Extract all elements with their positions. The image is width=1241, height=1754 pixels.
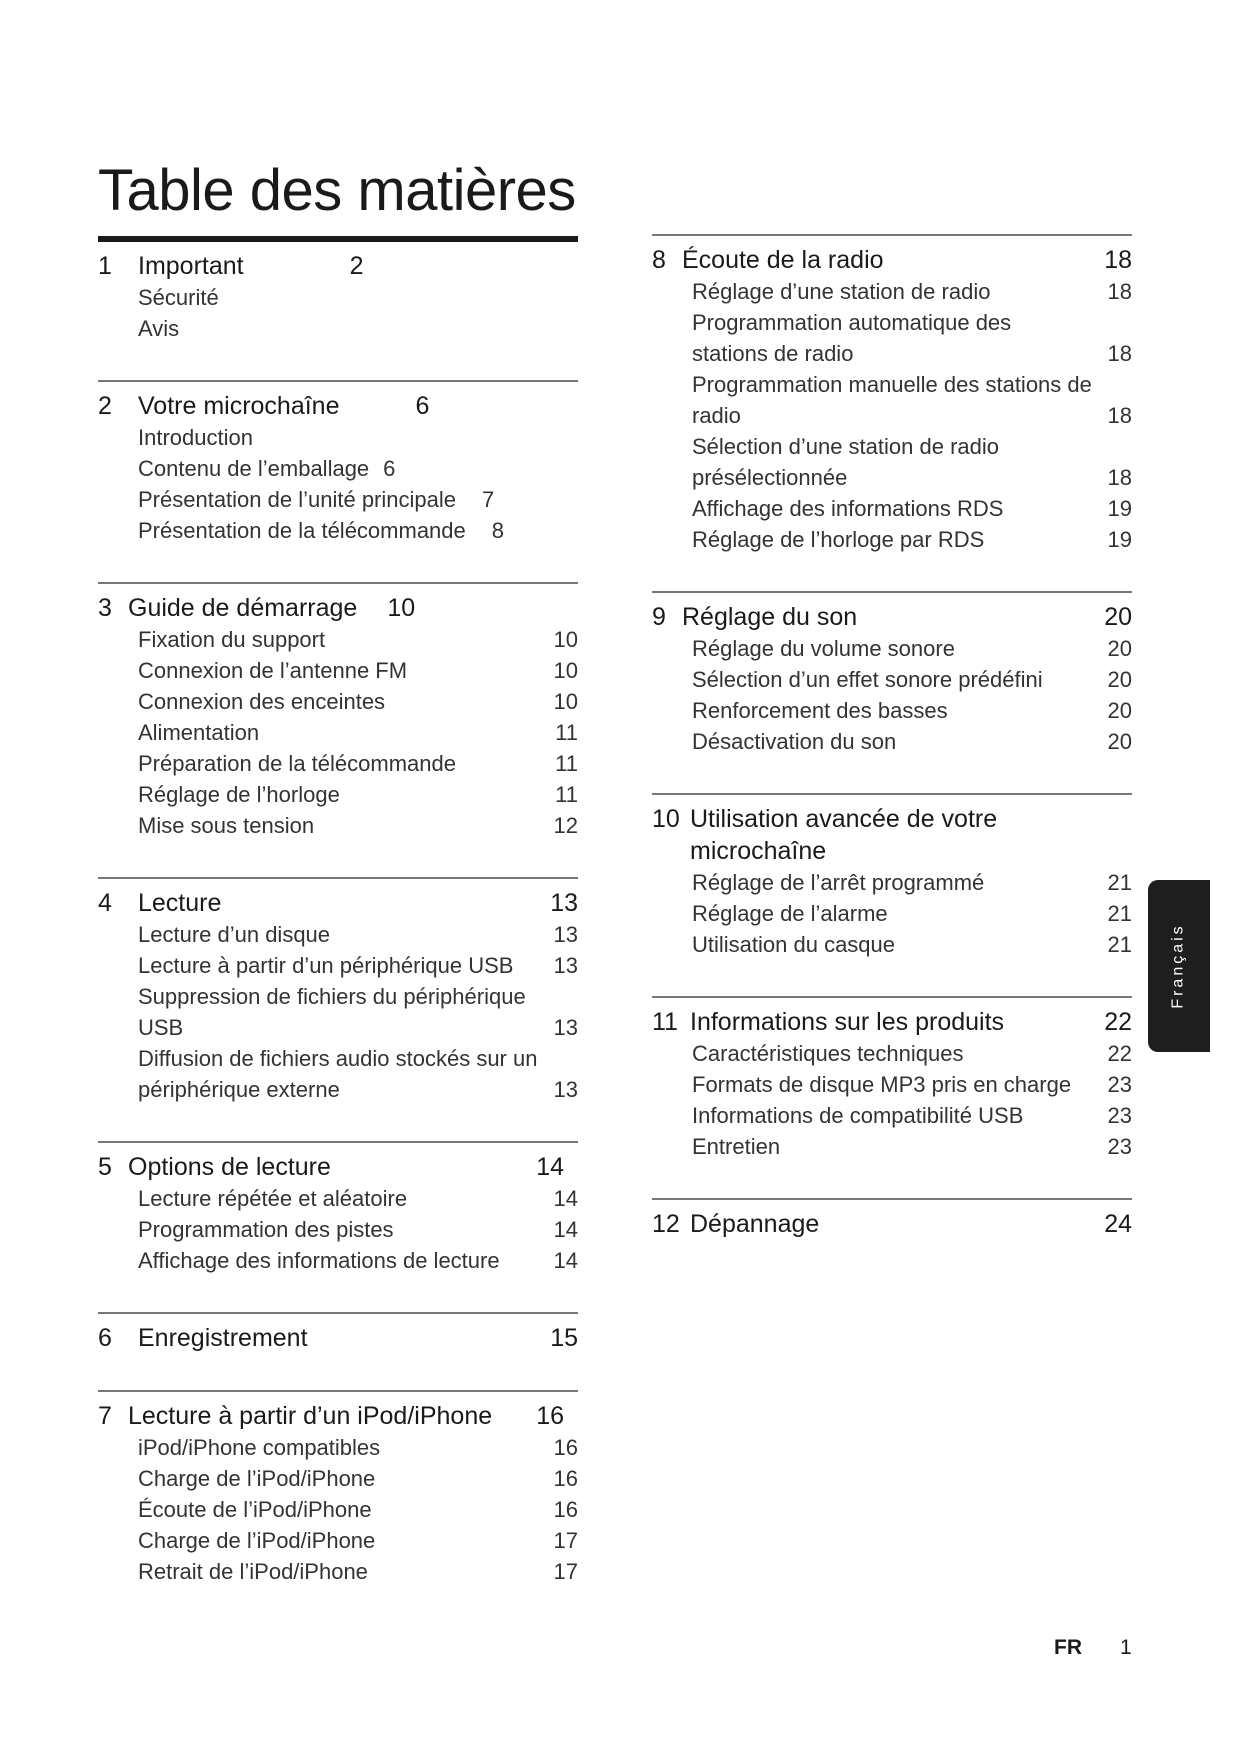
toc-entry[interactable] [692, 695, 1132, 726]
toc-entry[interactable] [138, 1494, 578, 1525]
toc-section [652, 1198, 1132, 1240]
entry-page: 18 [1107, 403, 1132, 428]
entry-page: 21 [1107, 901, 1132, 926]
toc-entry[interactable] [138, 1432, 578, 1463]
section-heading[interactable] [652, 803, 1132, 867]
entry-text: Présentation de l’unité principale 7 [138, 487, 495, 512]
toc-section [652, 996, 1132, 1162]
section-title: Options de lecture [128, 1153, 331, 1181]
toc-entry[interactable] [138, 686, 578, 717]
toc-entry[interactable] [138, 748, 578, 779]
entry-text: Fixation du support [138, 627, 326, 652]
entry-text: Écoute de l’iPod/iPhone [138, 1497, 372, 1522]
toc-entry[interactable] [692, 276, 1132, 307]
toc-entry[interactable] [692, 431, 1132, 493]
entry-text: Contenu de l’emballage 6 [138, 456, 396, 481]
toc-section [98, 1390, 578, 1587]
toc-entry[interactable] [138, 624, 578, 655]
language-tab [1148, 880, 1210, 1052]
toc-section [98, 1141, 578, 1276]
entry-text: Lecture d’un disque [138, 922, 331, 947]
section-title: Lecture à partir d’un iPod/iPhone [128, 1402, 493, 1430]
section-heading[interactable] [98, 592, 578, 624]
entry-page: 20 [1107, 729, 1132, 754]
entry-page: 20 [1107, 698, 1132, 723]
entry-text: Sécurité [138, 285, 219, 310]
section-number: 10 [652, 805, 680, 833]
section-page: 22 [1104, 1008, 1132, 1036]
toc-entry[interactable] [692, 633, 1132, 664]
entry-page: 16 [553, 1435, 578, 1460]
section-heading[interactable] [652, 1208, 1132, 1240]
toc-entry[interactable] [138, 1183, 578, 1214]
section-heading[interactable] [652, 244, 1132, 276]
entry-text: Programmation des pistes [138, 1217, 394, 1242]
toc-entry[interactable] [138, 1525, 578, 1556]
toc-entry[interactable] [692, 493, 1132, 524]
entry-text: Lecture à partir d’un périphérique USB [138, 953, 514, 978]
toc-entry[interactable] [138, 515, 578, 546]
toc-entry[interactable] [692, 1069, 1132, 1100]
section-title: Votre microchaîne 6 [138, 392, 430, 420]
section-heading[interactable] [98, 1322, 578, 1354]
toc-entry[interactable] [138, 919, 578, 950]
language-tab-label: Français [1170, 923, 1188, 1009]
section-number: 7 [98, 1402, 112, 1430]
section-number: 1 [98, 252, 112, 280]
toc-entry[interactable] [692, 307, 1132, 369]
section-heading[interactable] [98, 1400, 578, 1432]
section-title: Informations sur les produits [690, 1008, 1005, 1036]
toc-entry[interactable] [692, 369, 1132, 431]
entry-text: Connexion des enceintes [138, 689, 386, 714]
entry-text: Présentation de la télécommande 8 [138, 518, 505, 543]
entry-page: 17 [553, 1528, 578, 1553]
footer-language: FR [1054, 1636, 1082, 1659]
entry-page: 7 [481, 487, 495, 512]
section-number: 4 [98, 889, 112, 917]
entry-page: 18 [1107, 341, 1132, 366]
entry-page: 16 [553, 1466, 578, 1491]
toc-entry[interactable] [138, 717, 578, 748]
toc-entry[interactable] [138, 1245, 578, 1276]
section-heading[interactable] [98, 887, 578, 919]
entry-text: Réglage de l’horloge [138, 782, 340, 807]
entry-page: 12 [553, 813, 578, 838]
toc-right-column [652, 234, 1132, 1268]
section-heading[interactable] [652, 601, 1132, 633]
entry-page: 8 [491, 518, 505, 543]
toc-section [98, 582, 578, 841]
section-page: 16 [536, 1402, 564, 1430]
toc-entry[interactable] [692, 898, 1132, 929]
entry-text: Formats de disque MP3 pris en charge [692, 1072, 1072, 1097]
toc-entry[interactable] [138, 1556, 578, 1587]
section-heading[interactable] [98, 1151, 578, 1183]
section-heading[interactable] [98, 390, 578, 422]
section-number: 3 [98, 594, 112, 622]
section-page: 20 [1104, 603, 1132, 631]
toc-left-column [98, 236, 578, 1615]
toc-entry[interactable] [692, 929, 1132, 960]
toc-entry[interactable] [138, 810, 578, 841]
entry-text: Renforcement des basses [692, 698, 948, 723]
toc-entry[interactable] [138, 1463, 578, 1494]
section-page: 15 [550, 1324, 578, 1352]
section-number: 2 [98, 392, 112, 420]
toc-entry[interactable] [692, 664, 1132, 695]
section-page: 24 [1104, 1210, 1132, 1238]
entry-page: 11 [555, 782, 578, 807]
entry-text: Réglage de l’arrêt programmé [692, 870, 985, 895]
entry-text: Préparation de la télécommande [138, 751, 456, 776]
entry-text: Utilisation du casque [692, 932, 896, 957]
section-title: Guide de démarrage 10 [128, 594, 416, 622]
toc-section [98, 380, 578, 546]
section-title: Dépannage [690, 1210, 820, 1238]
section-page: 2 [349, 252, 364, 280]
toc-entry[interactable] [692, 1038, 1132, 1069]
entry-text: Suppression de fichiers du périphérique USB [138, 984, 526, 1040]
entry-text: Affichage des informations RDS [692, 496, 1004, 521]
entry-text: Informations de compatibilité USB [692, 1103, 1024, 1128]
entry-page: 10 [553, 627, 578, 652]
entry-page: 22 [1107, 1041, 1132, 1066]
section-title: Écoute de la radio [682, 246, 884, 274]
entry-text: Charge de l’iPod/iPhone [138, 1466, 376, 1491]
toc-entry[interactable] [692, 867, 1132, 898]
entry-text: Avis [138, 316, 180, 341]
toc-entry[interactable] [138, 655, 578, 686]
toc-entry[interactable] [138, 1214, 578, 1245]
page-title: Table des matières [98, 157, 576, 223]
entry-text: iPod/iPhone compatibles [138, 1435, 381, 1460]
entry-text: Réglage de l’alarme [692, 901, 888, 926]
entry-page: 23 [1107, 1103, 1132, 1128]
entry-text: Désactivation du son [692, 729, 897, 754]
toc-entry[interactable] [692, 1131, 1132, 1162]
entry-page: 11 [555, 751, 578, 776]
toc-entry[interactable] [138, 950, 578, 981]
entry-text: Programmation automatique des stations de radio [692, 310, 1012, 366]
entry-page: 19 [1107, 496, 1132, 521]
entry-text: Diffusion de fichiers audio stockés sur un périphérique externe [138, 1046, 538, 1102]
entry-page: 16 [553, 1497, 578, 1522]
entry-page: 23 [1107, 1134, 1132, 1159]
entry-text: Réglage d’une station de radio [692, 279, 991, 304]
toc-section [98, 877, 578, 1105]
entry-page: 6 [383, 456, 396, 481]
entry-text: Réglage de l’horloge par RDS [692, 527, 985, 552]
section-page: 6 [415, 392, 430, 420]
entry-page: 13 [553, 1015, 578, 1040]
entry-text: Introduction [138, 425, 253, 450]
entry-text: Connexion de l’antenne FM [138, 658, 408, 683]
entry-page: 10 [553, 689, 578, 714]
section-number: 8 [652, 246, 666, 274]
section-number: 12 [652, 1210, 680, 1238]
entry-page: 20 [1107, 636, 1132, 661]
toc-section [652, 793, 1132, 960]
entry-page: 18 [1107, 465, 1132, 490]
section-title: Réglage du son [682, 603, 858, 631]
toc-entry[interactable] [692, 1100, 1132, 1131]
entry-text: Alimentation [138, 720, 260, 745]
toc-section [98, 236, 578, 344]
entry-page: 11 [555, 720, 578, 745]
entry-text: Charge de l’iPod/iPhone [138, 1528, 376, 1553]
toc-entry[interactable] [138, 1043, 578, 1105]
section-number: 6 [98, 1324, 112, 1352]
entry-page: 13 [553, 953, 578, 978]
entry-text: Retrait de l’iPod/iPhone [138, 1559, 368, 1584]
section-number: 9 [652, 603, 666, 631]
section-page: 10 [387, 594, 416, 622]
entry-text: Programmation manuelle des stations de radio [692, 372, 1092, 428]
entry-page: 18 [1107, 279, 1132, 304]
toc-entry[interactable] [138, 484, 578, 515]
section-heading[interactable] [652, 1006, 1132, 1038]
toc-entry[interactable] [692, 726, 1132, 757]
section-title: Lecture [138, 889, 222, 917]
toc-entry[interactable] [138, 981, 578, 1043]
entry-page: 23 [1107, 1072, 1132, 1097]
toc-entry[interactable] [138, 313, 578, 344]
entry-text: Mise sous tension [138, 813, 315, 838]
section-title: Enregistrement [138, 1324, 308, 1352]
entry-text: Sélection d’une station de radio présélectionnée [692, 434, 999, 490]
toc-section [652, 234, 1132, 555]
section-title: Utilisation avancée de votre microchaîne [690, 805, 998, 865]
section-page: 14 [536, 1153, 564, 1181]
entry-page: 21 [1107, 932, 1132, 957]
section-page: 18 [1104, 246, 1132, 274]
entry-text: Sélection d’un effet sonore prédéfini [692, 667, 1043, 692]
toc-entry[interactable] [138, 779, 578, 810]
entry-page: 14 [553, 1248, 578, 1273]
section-number: 11 [652, 1008, 678, 1036]
toc-entry[interactable] [138, 422, 578, 453]
entry-page: 17 [553, 1559, 578, 1584]
toc-section [98, 1312, 578, 1354]
section-title: Important 2 [138, 252, 364, 280]
entry-page: 21 [1107, 870, 1132, 895]
entry-text: Affichage des informations de lecture [138, 1248, 500, 1273]
entry-page: 13 [553, 922, 578, 947]
entry-page: 19 [1107, 527, 1132, 552]
entry-text: Lecture répétée et aléatoire [138, 1186, 408, 1211]
toc-section [652, 591, 1132, 757]
entry-text: Réglage du volume sonore [692, 636, 955, 661]
entry-page: 10 [553, 658, 578, 683]
page-number: 1 [1120, 1636, 1132, 1659]
entry-text: Caractéristiques techniques [692, 1041, 964, 1066]
toc-entry[interactable] [138, 453, 578, 484]
entry-page: 14 [553, 1186, 578, 1211]
section-page: 13 [550, 889, 578, 917]
entry-text: Entretien [692, 1134, 781, 1159]
toc-entry[interactable] [692, 524, 1132, 555]
section-heading[interactable] [98, 250, 578, 282]
toc-entry[interactable] [138, 282, 578, 313]
entry-page: 13 [553, 1077, 578, 1102]
entry-page: 14 [553, 1217, 578, 1242]
section-number: 5 [98, 1153, 112, 1181]
entry-page: 20 [1107, 667, 1132, 692]
